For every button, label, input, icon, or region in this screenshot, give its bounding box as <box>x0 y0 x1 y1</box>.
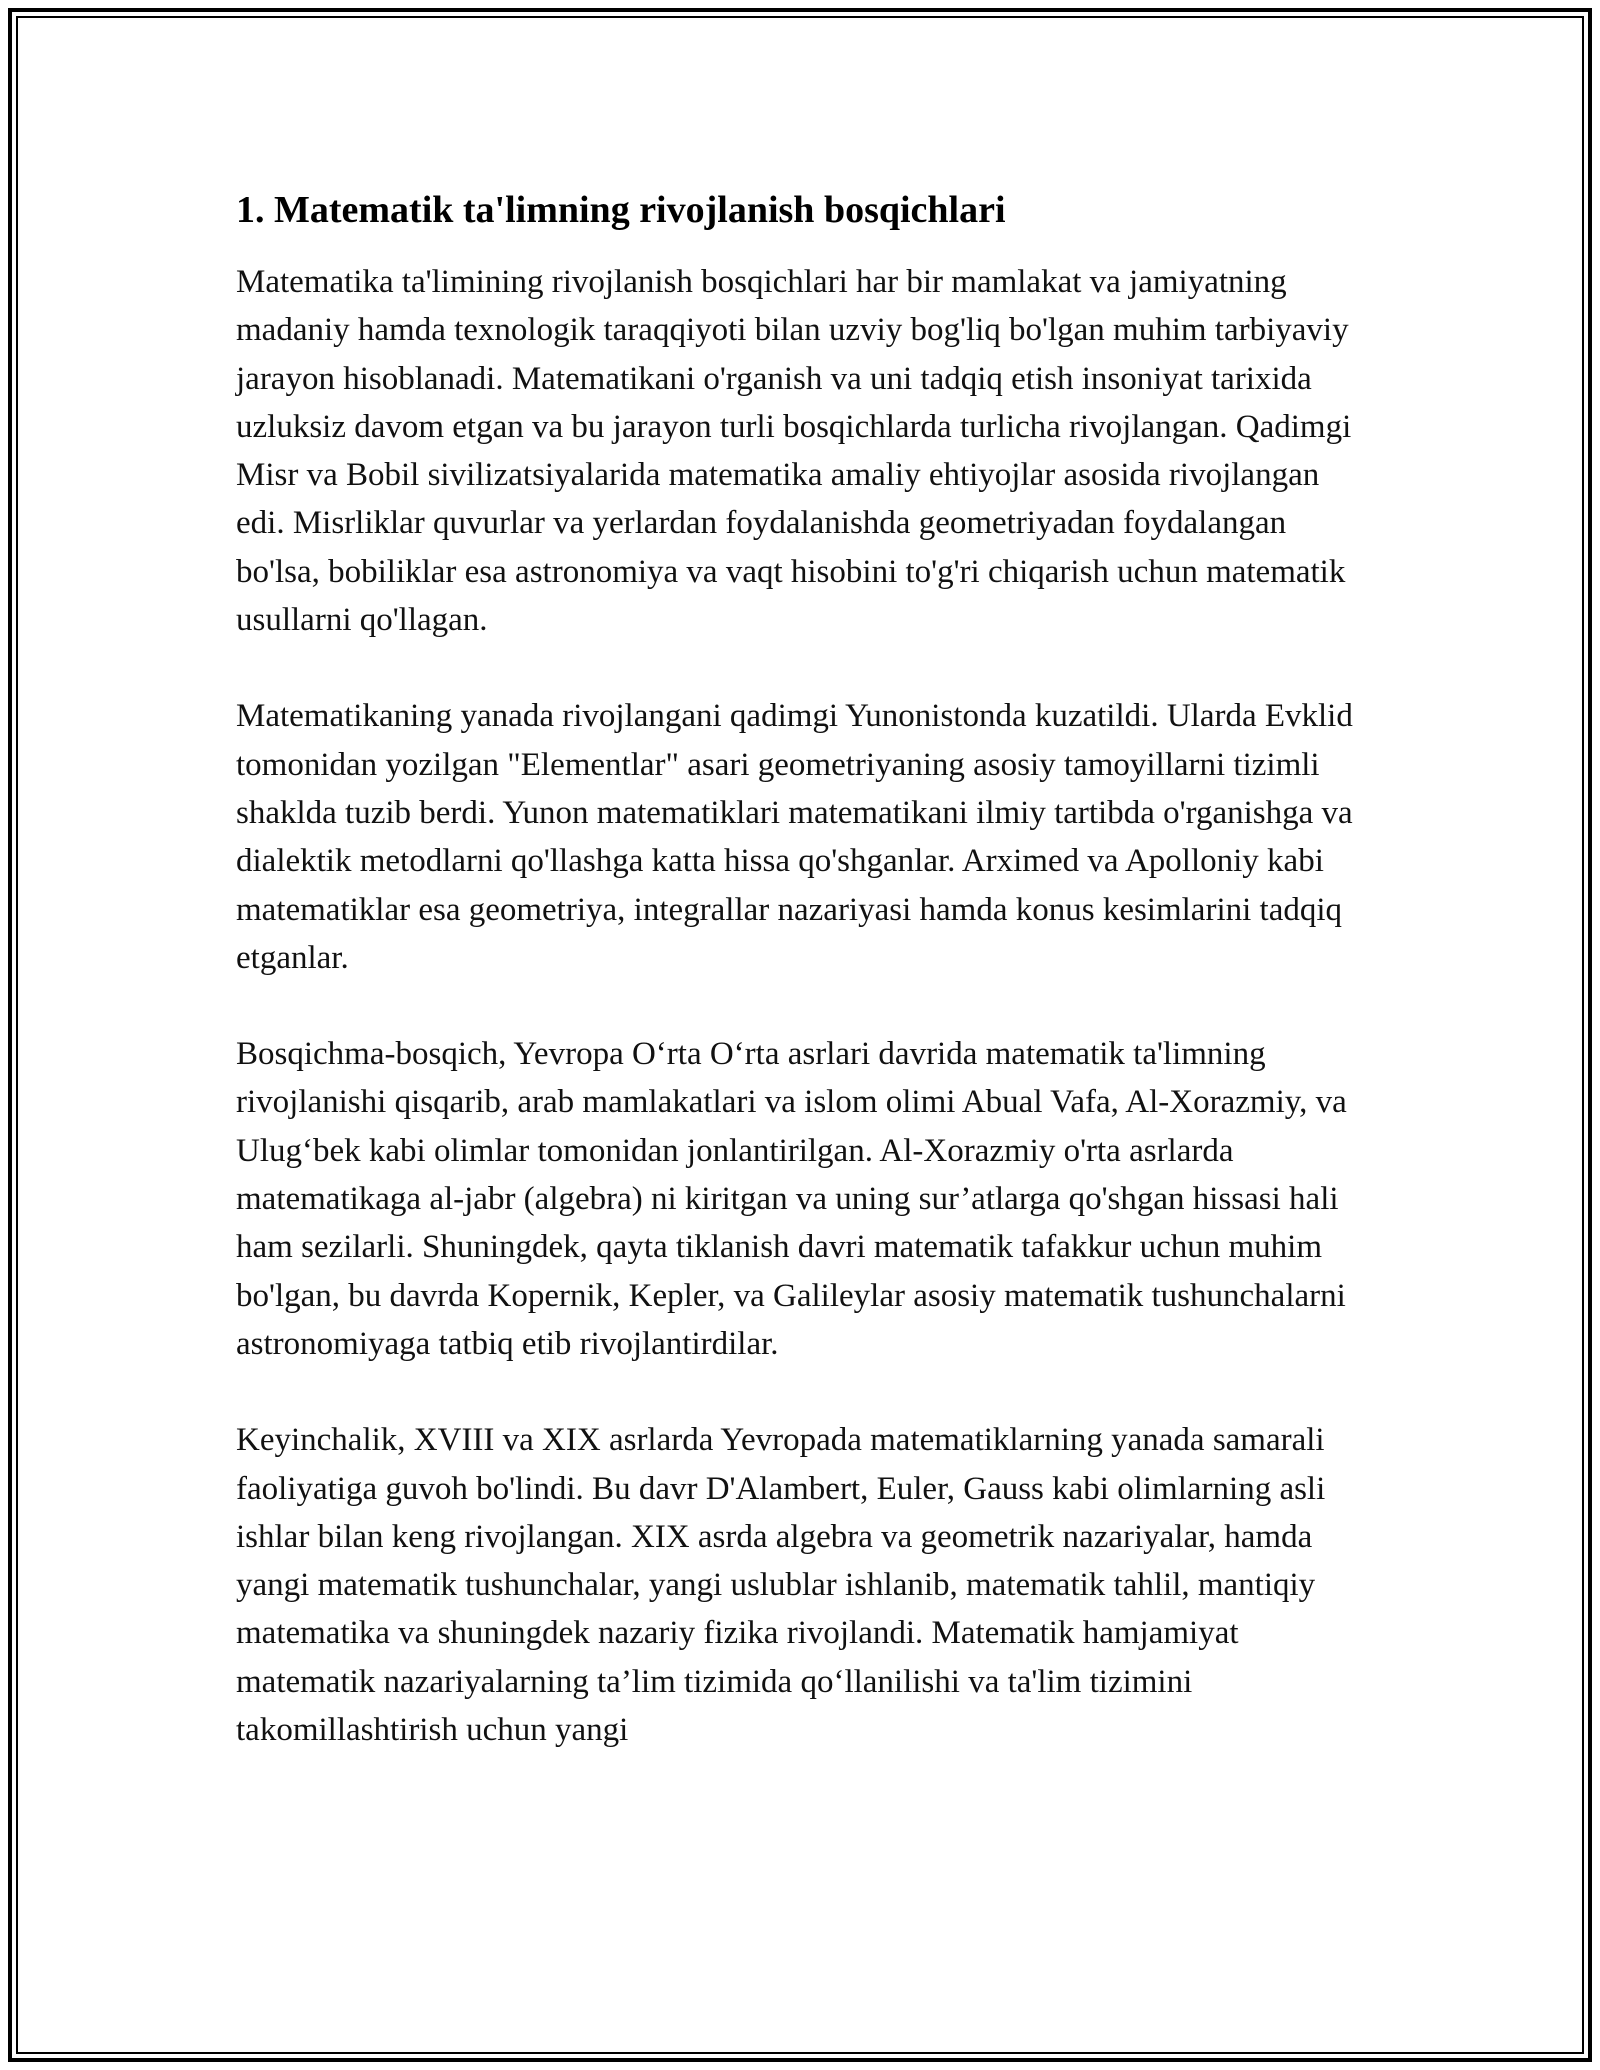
paragraph-ancient-greece: Matematikaning yanada rivojlangani qadimgi Yunonistonda kuzatildi. Ularda Evklid tomonidan yozilgan "Elementlar" asari geometriyaning asosiy tamoyillarni tizimli shaklda tuzib berdi. Yunon matematiklari matematikani ilmiy tartibda o'rganishga va dialektik metodlarni qo'llashga katta hissa qo'shganlar. Arximed va Apolloniy kabi matematiklar esa geometriya, integrallar nazariyasi hamda konus kesimlarini tadqiq etganlar. <box>236 698 1353 976</box>
paragraph-middle-ages: Bosqichma-bosqich, Yevropa O‘rta O‘rta asrlari davrida matematik ta'limning rivojlanishi qisqarib, arab mamlakatlari va islom olimi Abual Vafa, Al-Xorazmiy, va Ulug‘bek kabi olimlar tomonidan jonlantirilgan. Al-Xorazmiy o'rta asrlarda matematikaga al-jabr (algebra) ni kiritgan va uning sur’atlarga qo'shgan hissasi hali ham sezilarli. Shuningdek, qayta tiklanish davri matematik tafakkur uchun muhim bo'lgan, bu davrda Kopernik, Kepler, va Galileylar asosiy matematik tushunchalarni astronomiyaga tatbiq etib rivojlantirdilar. <box>236 1036 1347 1362</box>
document-body <box>236 186 1366 1802</box>
paragraph-ancient-origins: Matematika ta'limining rivojlanish bosqichlari har bir mamlakat va jamiyatning madaniy hamda texnologik taraqqiyoti bilan uzviy bog'liq bo'lgan muhim tarbiyaviy jarayon hisoblanadi. Matematikani o'rganish va uni tadqiq etish insoniyat tarixida uzluksiz davom etgan va bu jarayon turli bosqichlarda turlicha rivojlangan. Qadimgi Misr va Bobil sivilizatsiyalarida matematika amaliy ehtiyojlar asosida rivojlangan edi. Misrliklar quvurlar va yerlardan foydalanishda geometriyadan foydalangan bo'lsa, bobiliklar esa astronomiya va vaqt hisobini to'g'ri chiqarish uchun matematik usullarni qo'llagan. <box>236 264 1352 639</box>
section-heading: 1. Matematik ta'limning rivojlanish bosqichlari <box>236 189 1006 231</box>
paragraph-modern-era: Keyinchalik, XVIII va XIX asrlarda Yevropada matematiklarning yanada samarali faoliyatiga guvoh bo'lindi. Bu davr D'Alambert, Euler, Gauss kabi olimlarning asli ishlar bilan keng rivojlangan. XIX asrda algebra va geometrik nazariyalar, hamda yangi matematik tushunchalar, yangi uslublar ishlanib, matematik tahlil, mantiqiy matematika va shuningdek nazariy fizika rivojlandi. Matematik hamjamiyat matematik nazariyalarning ta’lim tizimida qo‘llanilishi va ta'lim tizimini takomillashtirish uchun yangi <box>236 1422 1326 1749</box>
